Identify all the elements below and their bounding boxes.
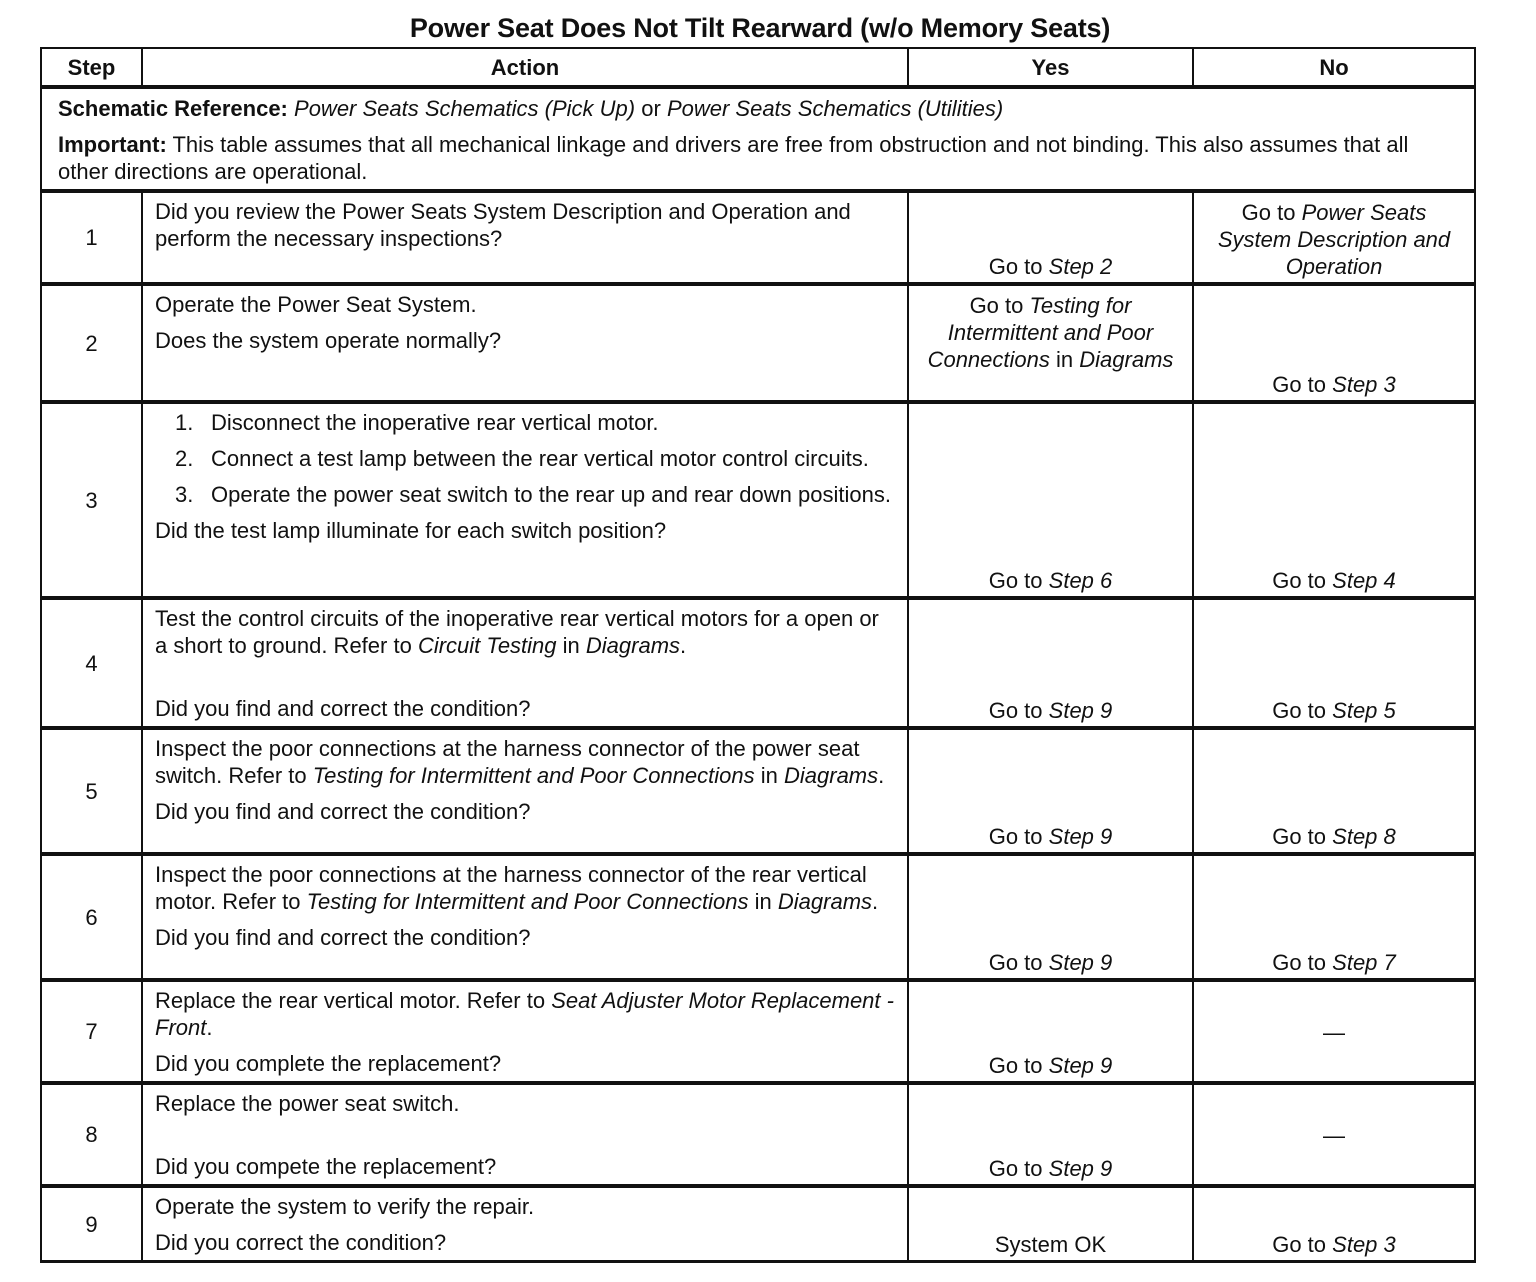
step-number: 8 [41,1083,142,1186]
action-body: Inspect the poor connections at the harness connector of the rear vertical motor. Refer to [155,862,867,914]
no-cell [1193,402,1475,598]
yes-cell [908,728,1193,854]
action-text [155,605,895,659]
yes-link[interactable]: Step 9 [1048,698,1113,723]
step-number: 7 [41,980,142,1083]
table-row-step-8 [41,1083,1475,1186]
table-row-step-5 [41,728,1475,854]
no-link[interactable]: Step 4 [1332,568,1396,593]
action-list-item [155,409,895,436]
action-text [155,735,895,789]
header-action: Action [142,48,908,87]
no-cell [1193,728,1475,854]
no-link[interactable]: Power Seats System Description and Operation [1217,200,1451,279]
no-link[interactable]: Step 7 [1332,950,1396,975]
yes-prefix: Go to [988,698,1043,723]
action-link-motor-replacement[interactable]: Seat Adjuster Motor Replacement - Front [155,988,894,1040]
important-text: This table assumes that all mechanical linkage and drivers are free from obstruction and not binding. This also assumes that all other directions are operational. [58,132,1409,184]
yes-link[interactable]: Step 9 [1048,824,1113,849]
action-link-diagrams[interactable]: Diagrams [585,633,681,658]
no-prefix: Go to [1272,568,1327,593]
schematic-reference [58,95,1458,122]
table-row-step-4 [41,598,1475,728]
no-prefix: Go to [1272,372,1327,397]
no-cell [1193,1083,1475,1186]
table-row-step-7 [41,980,1475,1083]
action-end: . [878,763,885,788]
yes-prefix: Go to [969,293,1024,318]
no-not-applicable: — [1323,1123,1345,1148]
action-link-testing[interactable]: Testing for Intermittent and Poor Connections [306,889,749,914]
diagnostic-table [40,47,1476,1263]
action-body: Replace the rear vertical motor. Refer to [155,988,546,1013]
list-number: 2. [175,446,194,471]
yes-system-ok: System OK [994,1232,1107,1257]
no-cell [1193,1186,1475,1262]
action-text [155,987,895,1041]
table-row-step-6 [41,854,1475,980]
action-cell [142,1083,908,1186]
document-title: Power Seat Does Not Tilt Rearward (w/o Memory Seats) [409,13,1111,43]
no-prefix: Go to [1272,950,1327,975]
action-cell [142,728,908,854]
no-prefix: Go to [1272,824,1327,849]
action-list-item [155,445,895,472]
table-row-step-2 [41,284,1475,402]
no-not-applicable: — [1323,1020,1345,1045]
yes-prefix: Go to [988,824,1043,849]
action-end: . [206,1015,213,1040]
table-header-row [41,48,1475,87]
yes-cell [908,1186,1193,1262]
yes-prefix: Go to [988,1053,1043,1078]
action-text: Replace the power seat switch. [155,1091,460,1116]
header-step: Step [41,48,142,87]
yes-prefix: Go to [988,254,1043,279]
action-cell [142,284,908,402]
yes-cell [908,191,1193,284]
yes-cell [908,980,1193,1083]
list-text: Operate the power seat switch to the rear up and rear down positions. [211,482,891,507]
important-note [58,131,1458,185]
list-number: 1. [175,410,194,435]
info-row [41,87,1475,191]
action-text: Operate the system to verify the repair. [155,1194,535,1219]
no-cell [1193,191,1475,284]
yes-mid: in [1056,347,1074,372]
action-mid: in [562,633,580,658]
schematic-joiner: or [641,96,661,121]
table-row-step-9 [41,1186,1475,1262]
yes-cell [908,284,1193,402]
important-label: Important: [58,132,167,157]
list-text: Disconnect the inoperative rear vertical motor. [211,410,659,435]
action-text [155,861,895,915]
step-number: 1 [41,191,142,284]
table-row-step-3 [41,402,1475,598]
step-number: 9 [41,1186,142,1262]
yes-link[interactable]: Step 9 [1048,1053,1113,1078]
yes-cell [908,1083,1193,1186]
schematic-link-utilities[interactable]: Power Seats Schematics (Utilities) [666,96,1004,121]
action-body: Test the control circuits of the inoperative rear vertical motors for a open or a short to ground. Refer to [155,606,879,658]
yes-prefix: Go to [988,950,1043,975]
action-question: Did you correct the condition? [155,1230,447,1255]
yes-link[interactable]: Step 2 [1048,254,1113,279]
schematic-reference-label: Schematic Reference: [58,96,288,121]
list-number: 3. [175,482,194,507]
no-link[interactable]: Step 3 [1332,1232,1396,1257]
yes-cell [908,402,1193,598]
yes-prefix: Go to [988,568,1043,593]
header-yes: Yes [908,48,1193,87]
no-prefix: Go to [1241,200,1296,225]
yes-link[interactable]: Step 9 [1048,950,1113,975]
yes-link-diagrams[interactable]: Diagrams [1079,347,1174,372]
header-no: No [1193,48,1475,87]
no-link[interactable]: Step 5 [1332,698,1396,723]
table-row-step-1 [41,191,1475,284]
action-link-testing[interactable]: Testing for Intermittent and Poor Connections [312,763,755,788]
yes-cell [908,854,1193,980]
action-end: . [680,633,687,658]
action-mid: in [760,763,778,788]
action-question: Does the system operate normally? [155,328,502,353]
step-number: 3 [41,402,142,598]
action-cell [142,1186,908,1262]
action-link-diagrams[interactable]: Diagrams [784,763,879,788]
schematic-link-pickup[interactable]: Power Seats Schematics (Pick Up) [294,96,636,121]
action-question: Did you complete the replacement? [155,1051,502,1076]
action-text: Operate the Power Seat System. [155,292,477,317]
no-prefix: Go to [1272,698,1327,723]
action-list-item [155,481,895,508]
no-link[interactable]: Step 8 [1332,824,1396,849]
no-prefix: Go to [1272,1232,1327,1257]
action-cell [142,191,908,284]
action-cell [142,980,908,1083]
no-cell [1193,598,1475,728]
action-question: Did you find and correct the condition? [155,799,531,824]
step-number: 2 [41,284,142,402]
no-cell [1193,980,1475,1083]
action-question: Did the test lamp illuminate for each switch position? [155,518,667,543]
yes-link[interactable]: Step 6 [1048,568,1113,593]
step-number: 6 [41,854,142,980]
action-mid: in [754,889,772,914]
action-question: Did you find and correct the condition? [155,925,531,950]
yes-link[interactable]: Testing for Intermittent and Poor Connections [927,293,1154,372]
no-cell [1193,284,1475,402]
yes-cell [908,598,1193,728]
yes-prefix: Go to [988,1156,1043,1181]
action-question: Did you compete the replacement? [155,1154,497,1179]
step-number: 5 [41,728,142,854]
list-text: Connect a test lamp between the rear vertical motor control circuits. [211,446,869,471]
action-body: Inspect the poor connections at the harness connector of the power seat switch. Refer to [155,736,860,788]
action-end: . [872,889,879,914]
action-text: Did you review the Power Seats System Description and Operation and perform the necessary inspections? [155,199,851,251]
action-question: Did you find and correct the condition? [155,696,531,721]
yes-link[interactable]: Step 9 [1048,1156,1113,1181]
action-link-diagrams[interactable]: Diagrams [777,889,873,914]
no-cell [1193,854,1475,980]
no-link[interactable]: Step 3 [1332,372,1396,397]
action-cell [142,598,908,728]
action-link-circuit-testing[interactable]: Circuit Testing [417,633,557,658]
action-cell [142,854,908,980]
step-number: 4 [41,598,142,728]
info-cell [41,87,1475,191]
action-cell [142,402,908,598]
